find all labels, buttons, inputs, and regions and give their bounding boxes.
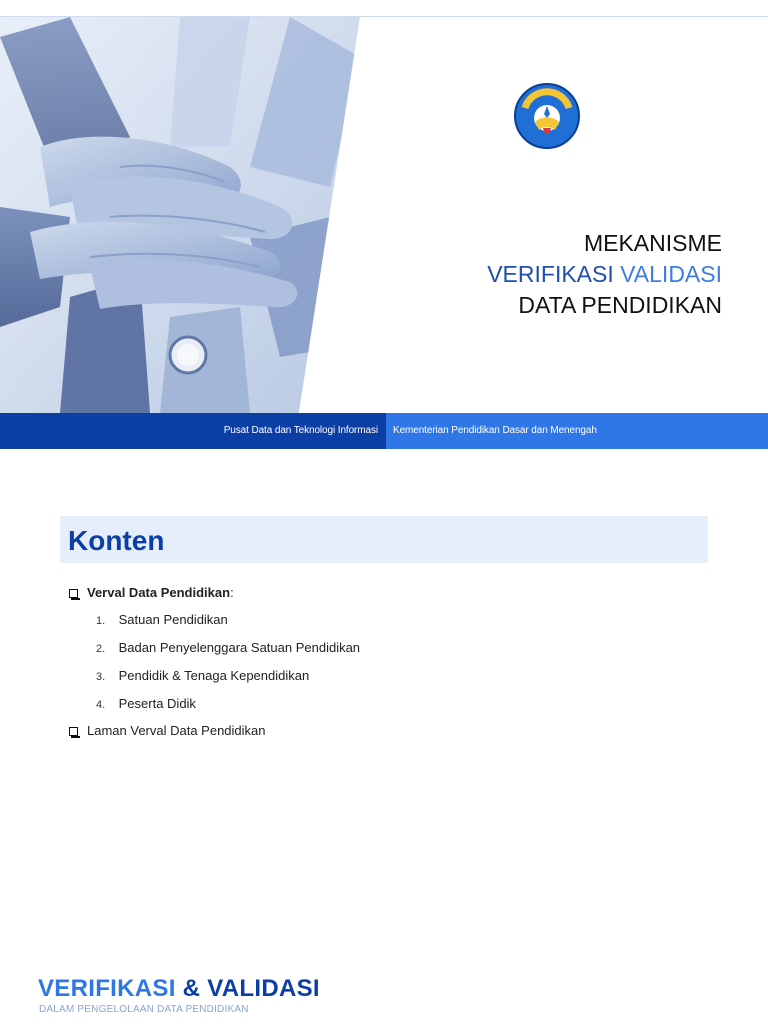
sub-item-label: Badan Penyelenggara Satuan Pendidikan [118, 640, 361, 655]
footer-title [38, 974, 320, 1004]
sub-item-label: Pendidik & Tenaga Kependidikan [118, 668, 310, 683]
content-list [68, 580, 708, 744]
band-right-text: Kementerian Pendidikan Dasar dan Menengah [393, 425, 597, 436]
sub-item-label: Satuan Pendidikan [118, 612, 228, 627]
footer-band-right [386, 413, 768, 449]
presentation-title [487, 228, 722, 321]
title-verifikasi: VERIFIKASI [487, 261, 614, 287]
band-left-text: Pusat Data dan Teknologi Informasi [223, 425, 378, 436]
hands-illustration-icon [0, 17, 360, 413]
list-item-label: Verval Data Pendidikan [87, 585, 231, 600]
title-validasi: VALIDASI [620, 261, 722, 287]
checkbox-bullet-icon [69, 727, 78, 736]
list-item-label: Laman Verval Data Pendidikan [87, 723, 266, 738]
list-item [68, 580, 708, 606]
sub-item-number: 1. [96, 615, 106, 627]
sub-item-number: 2. [96, 643, 106, 655]
sub-list-item [68, 662, 708, 690]
sub-item-number: 3. [96, 671, 106, 683]
title-line-1: MEKANISME [583, 230, 722, 256]
teamwork-hands-photo [0, 17, 360, 413]
content-heading: Konten [68, 525, 165, 556]
sub-list-item [68, 634, 708, 662]
list-item-suffix: : [230, 585, 234, 600]
top-divider [0, 16, 768, 17]
footer-validasi: & VALIDASI [182, 975, 320, 1002]
sub-list-item [68, 690, 708, 718]
sub-item-label: Peserta Didik [118, 696, 196, 711]
sub-item-number: 4. [96, 699, 106, 711]
footer-verifikasi: VERIFIKASI [38, 975, 176, 1002]
checkbox-bullet-icon [69, 589, 78, 598]
content-heading-box [60, 516, 708, 563]
content-slide [0, 450, 768, 1024]
list-item [68, 718, 708, 744]
title-line-2 [487, 259, 722, 290]
title-line-3: DATA PENDIDIKAN [518, 292, 722, 318]
footer-band-left [0, 413, 386, 449]
tut-wuri-handayani-logo-icon [513, 82, 581, 150]
cover-slide [0, 0, 768, 450]
footer-subtitle: DALAM PENGELOLAAN DATA PENDIDIKAN [39, 1004, 249, 1015]
sub-list-item [68, 606, 708, 634]
